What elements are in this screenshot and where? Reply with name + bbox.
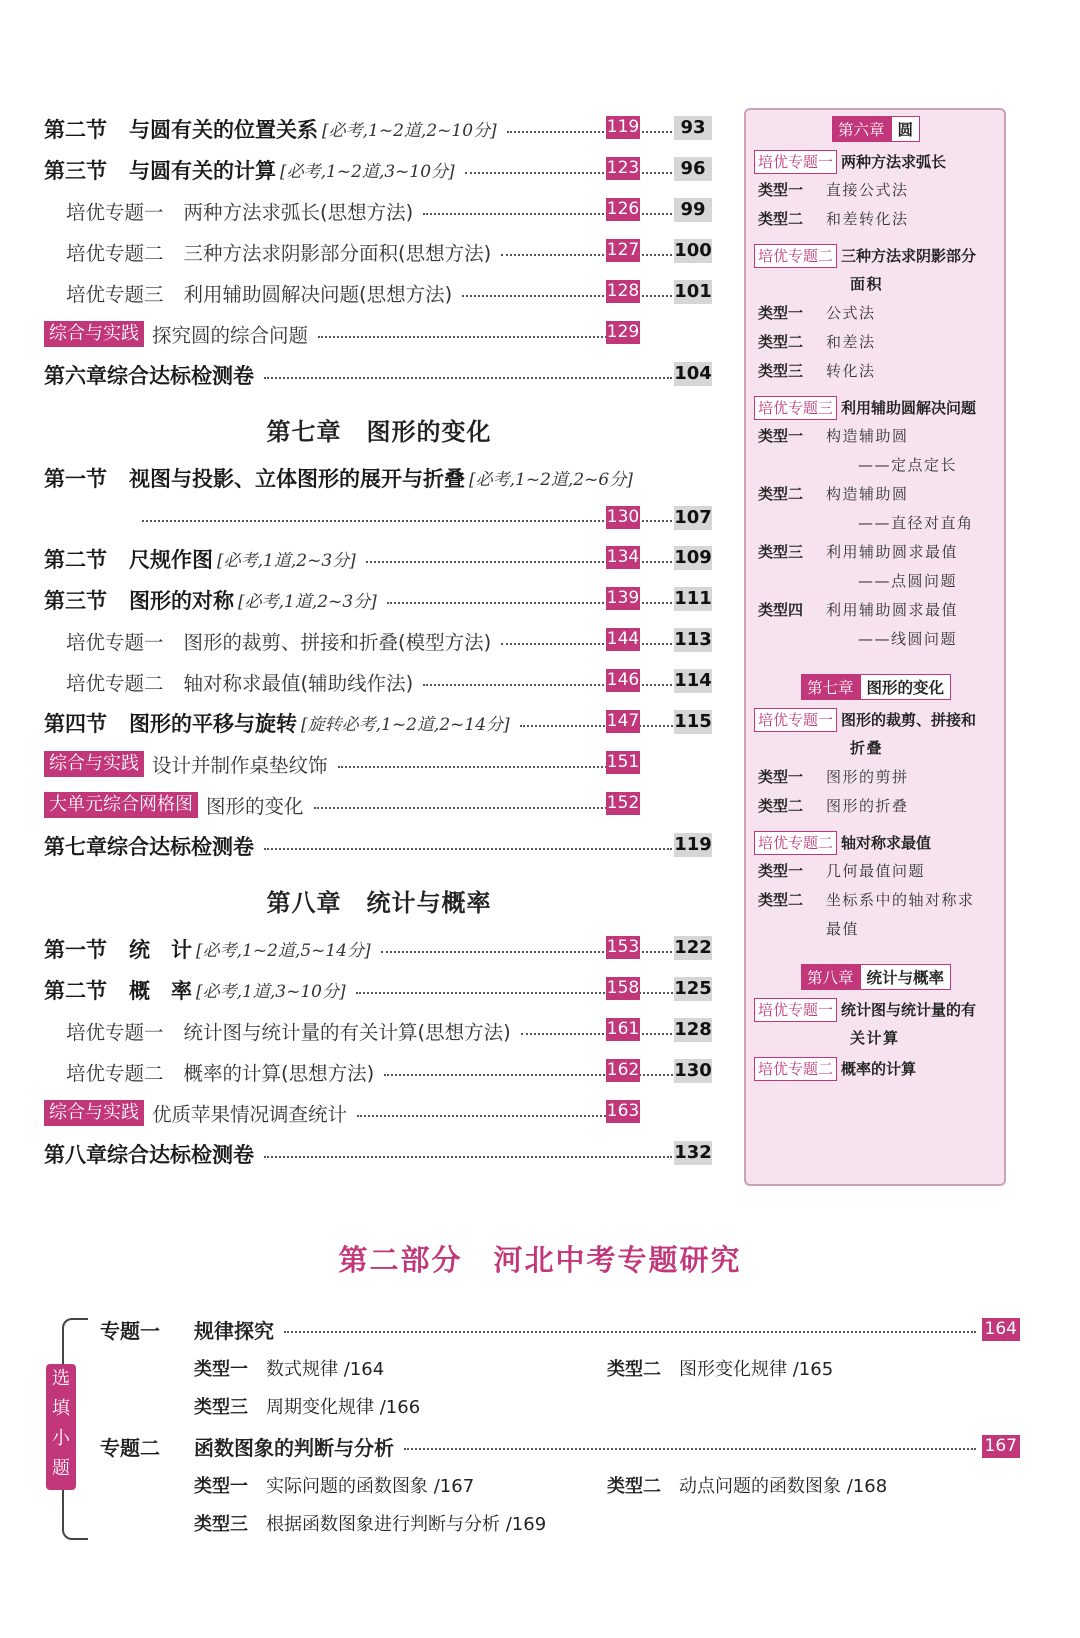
section-label: 第一节 xyxy=(44,937,107,962)
topic-title: 两种方法求弧长(思想方法) xyxy=(183,200,414,224)
type-label: 类型二 xyxy=(758,485,804,503)
type-label: 类型一 xyxy=(758,304,804,322)
practice-title: 设计并制作桌垫纹饰 xyxy=(152,753,328,777)
section-title: 统 计 xyxy=(129,937,192,962)
leader-dots xyxy=(318,336,638,338)
type-value: 动点问题的函数图象 /168 xyxy=(679,1476,888,1497)
section-title: 尺规作图 xyxy=(129,547,213,572)
chapter-name: 圆 xyxy=(891,116,921,142)
section-label: 第一节 xyxy=(44,466,107,491)
toc-row[interactable] xyxy=(44,108,714,149)
type-value: 和差法 xyxy=(826,333,876,351)
panel-type-row xyxy=(758,422,998,451)
chapter-name: 图形的变化 xyxy=(860,674,952,700)
type-label: 类型一 xyxy=(758,181,804,199)
chapter-number: 第七章 xyxy=(801,674,860,700)
topic-title: 规律探究 xyxy=(194,1318,274,1343)
panel-type-row xyxy=(758,205,998,234)
type-item[interactable] xyxy=(194,1510,794,1536)
toc-row[interactable] xyxy=(44,1092,714,1133)
page-number-answer: 125 xyxy=(674,978,712,999)
toc-left-column xyxy=(44,108,714,1174)
toc-row[interactable] xyxy=(44,538,714,579)
page-number-answer: 93 xyxy=(674,116,712,140)
toc-row[interactable] xyxy=(44,661,714,702)
section-label: 第三节 xyxy=(44,158,107,183)
section-title: 图形的平移与旋转 xyxy=(129,711,297,736)
page-number-exercise: 161 xyxy=(606,1019,640,1039)
type-value: 图形变化规律 /165 xyxy=(679,1359,834,1380)
panel-chapter-badge xyxy=(754,964,998,990)
panel-type-row xyxy=(758,596,998,625)
type-value: 几何最值问题 xyxy=(826,862,926,880)
exam-note: [必考,1~2道,2~10分] xyxy=(322,121,497,141)
type-row xyxy=(194,1467,1020,1503)
leader-dots xyxy=(314,807,638,809)
type-value-cont: 最值 xyxy=(826,920,860,938)
leader-dots xyxy=(264,848,672,850)
toc-row[interactable] xyxy=(44,313,714,354)
type-value: 周期变化规律 /166 xyxy=(266,1397,421,1418)
page-number-answer: 113 xyxy=(674,629,712,650)
toc-row[interactable] xyxy=(44,457,714,498)
section-label: 第二节 xyxy=(44,547,107,572)
unit-grid-tag: 大单元综合网格图 xyxy=(44,792,198,818)
topic-label: 专题二 xyxy=(100,1435,160,1460)
topic-tag: 培优专题一 xyxy=(754,998,837,1022)
topic-title: 利用辅助圆解决问题(思想方法) xyxy=(183,282,453,306)
page-number-answer: 119 xyxy=(674,834,712,855)
page-number-answer: 128 xyxy=(674,1019,712,1040)
page-number-answer: 99 xyxy=(674,198,712,222)
topic-tag: 培优专题一 xyxy=(754,150,837,174)
page-number-exercise: 134 xyxy=(606,547,640,567)
page-number-answer: 130 xyxy=(674,1060,712,1081)
exam-note: [必考,1~2道,3~10分] xyxy=(280,162,455,182)
type-label: 类型二 xyxy=(758,333,804,351)
type-label: 类型三 xyxy=(194,1514,248,1535)
exam-note: [必考,1道,2~3分] xyxy=(238,592,377,612)
toc-row[interactable] xyxy=(44,620,714,661)
leader-dots xyxy=(387,602,704,604)
page-number-exercise: 130 xyxy=(606,507,640,527)
topic-title: 概率的计算(思想方法) xyxy=(183,1061,375,1085)
panel-topic xyxy=(754,396,998,420)
leader-dots xyxy=(381,951,704,953)
toc-row[interactable] xyxy=(44,1010,714,1051)
panel-type-row xyxy=(758,480,998,509)
page-number-answer: 96 xyxy=(674,157,712,181)
toc-row[interactable] xyxy=(44,1051,714,1092)
exam-note: [必考,1~2道,5~14分] xyxy=(196,941,371,961)
topic-text: 两种方法求弧长 xyxy=(841,153,947,171)
page-number-answer: 100 xyxy=(674,240,712,261)
type-value-cont: ——点圆问题 xyxy=(858,572,958,590)
leader-dots xyxy=(404,1448,976,1450)
chapter-test-title: 第八章综合达标检测卷 xyxy=(44,1142,254,1167)
practice-tag: 综合与实践 xyxy=(44,1100,144,1126)
type-value: 实际问题的函数图象 /167 xyxy=(266,1476,475,1497)
toc-row[interactable] xyxy=(44,354,714,395)
toc-row[interactable] xyxy=(44,231,714,272)
leader-dots xyxy=(338,766,638,768)
exam-note: [必考,1~2道,2~6分] xyxy=(469,470,633,490)
panel-topic xyxy=(754,831,998,855)
page-number-answer: 107 xyxy=(674,507,712,528)
exam-note: [必考,1道,2~3分] xyxy=(217,551,356,571)
panel-type-row xyxy=(758,357,998,386)
topic-text: 利用辅助圆解决问题 xyxy=(841,399,977,417)
topic-title: 统计图与统计量的有关计算(思想方法) xyxy=(183,1020,511,1044)
panel-topic xyxy=(754,150,998,174)
panel-type-row xyxy=(758,763,998,792)
leader-dots xyxy=(264,1156,672,1158)
toc-row[interactable] xyxy=(44,272,714,313)
leader-dots xyxy=(465,172,704,174)
practice-tag: 综合与实践 xyxy=(44,321,144,347)
type-label: 类型二 xyxy=(758,797,804,815)
type-value: 根据函数图象进行判断与分析 /169 xyxy=(266,1514,547,1535)
topic-label: 培优专题一 xyxy=(66,630,164,654)
topic-label: 培优专题三 xyxy=(66,282,164,306)
page-number-exercise: 167 xyxy=(982,1435,1020,1458)
topic-title: 图形的裁剪、拼接和折叠(模型方法) xyxy=(183,630,492,654)
page-number-answer: 132 xyxy=(674,1142,712,1163)
type-value: 构造辅助圆 xyxy=(826,427,909,445)
topic-text-cont: 面积 xyxy=(850,275,884,293)
chapter-name: 统计与概率 xyxy=(860,964,952,990)
panel-type-row xyxy=(758,792,998,821)
leader-dots xyxy=(366,561,704,563)
topic-text: 图形的裁剪、拼接和 xyxy=(841,711,977,729)
topic-text-cont: 折叠 xyxy=(850,739,884,757)
page-number-exercise: 123 xyxy=(606,158,640,178)
page-number-answer: 109 xyxy=(674,547,712,568)
type-value: 图形的剪拼 xyxy=(826,768,909,786)
toc-row-continuation[interactable] xyxy=(44,498,714,538)
type-value: 直接公式法 xyxy=(826,181,909,199)
topic-label: 培优专题一 xyxy=(66,1020,164,1044)
topic-text: 三种方法求阴影部分 xyxy=(841,247,977,265)
type-item[interactable] xyxy=(607,1472,1020,1498)
side-label-text: 选填小题 xyxy=(52,1368,70,1479)
leader-dots xyxy=(264,377,672,379)
topic-row[interactable] xyxy=(100,1310,1020,1348)
practice-title: 探究圆的综合问题 xyxy=(152,323,309,347)
page-number-exercise: 163 xyxy=(606,1101,640,1121)
type-row xyxy=(194,1388,1020,1424)
topic-label: 培优专题二 xyxy=(66,241,164,265)
type-item[interactable] xyxy=(194,1393,614,1419)
toc-row[interactable] xyxy=(44,702,714,743)
page-number-answer: 104 xyxy=(674,363,712,384)
page-number-exercise: 147 xyxy=(606,711,640,731)
type-value: 构造辅助圆 xyxy=(826,485,909,503)
panel-chapter-badge xyxy=(754,116,998,142)
page-number-exercise: 162 xyxy=(606,1060,640,1080)
toc-row[interactable] xyxy=(44,579,714,620)
unit-grid-title: 图形的变化 xyxy=(206,794,304,818)
part-two-title: 第二部分 河北中考专题研究 xyxy=(338,1243,742,1277)
section-label: 第二节 xyxy=(44,117,107,142)
page-number-answer: 122 xyxy=(674,937,712,958)
page-number-exercise: 128 xyxy=(606,281,640,301)
topic-text: 概率的计算 xyxy=(841,1060,917,1078)
type-label: 类型二 xyxy=(607,1359,661,1380)
topic-text: 轴对称求最值 xyxy=(841,834,932,852)
type-label: 类型二 xyxy=(758,891,804,909)
panel-type-row xyxy=(758,538,998,567)
panel-topic xyxy=(754,244,998,268)
toc-row[interactable] xyxy=(44,190,714,231)
topic-title: 函数图象的判断与分析 xyxy=(194,1435,394,1460)
page-number-exercise: 119 xyxy=(606,117,640,137)
page-number-exercise: 164 xyxy=(982,1318,1020,1341)
section-title: 与圆有关的计算 xyxy=(129,158,276,183)
page-number-answer: 115 xyxy=(674,711,712,732)
topic-title: 轴对称求最值(辅助线作法) xyxy=(183,671,414,695)
leader-dots xyxy=(462,295,704,297)
chapter8-heading: 第八章 统计与概率 xyxy=(266,888,492,917)
page-number-answer: 101 xyxy=(674,281,712,302)
type-label: 类型一 xyxy=(194,1359,248,1380)
page-number-exercise: 146 xyxy=(606,670,640,690)
toc-row[interactable] xyxy=(44,969,714,1010)
type-label: 类型一 xyxy=(758,427,804,445)
chapter-number: 第八章 xyxy=(801,964,860,990)
chapter-test-title: 第六章综合达标检测卷 xyxy=(44,363,254,388)
topic-label: 专题一 xyxy=(100,1318,160,1343)
page-number-exercise: 144 xyxy=(606,629,640,649)
topic-text-cont: 关计算 xyxy=(850,1029,900,1047)
type-label: 类型一 xyxy=(758,862,804,880)
topic-label: 培优专题一 xyxy=(66,200,164,224)
type-label: 类型三 xyxy=(194,1397,248,1418)
section-label: 第三节 xyxy=(44,588,107,613)
topic-tag: 培优专题二 xyxy=(754,1057,837,1081)
page-number-exercise: 153 xyxy=(606,937,640,957)
practice-tag: 综合与实践 xyxy=(44,751,144,777)
page-number-exercise: 151 xyxy=(606,752,640,772)
chapter7-heading: 第七章 图形的变化 xyxy=(266,417,492,446)
page-number-exercise: 126 xyxy=(606,199,640,219)
type-value: 数式规律 /164 xyxy=(266,1359,385,1380)
page-number-exercise: 129 xyxy=(606,322,640,342)
toc-row[interactable] xyxy=(44,1133,714,1174)
type-item[interactable] xyxy=(607,1355,1020,1381)
type-label: 类型一 xyxy=(194,1476,248,1497)
leader-dots xyxy=(384,1074,704,1076)
panel-topic xyxy=(754,1057,998,1081)
topic-row[interactable] xyxy=(100,1427,1020,1465)
toc-row[interactable] xyxy=(44,784,714,825)
type-label: 类型三 xyxy=(758,543,804,561)
section-title: 视图与投影、立体图形的展开与折叠 xyxy=(129,466,465,491)
panel-topic xyxy=(754,998,998,1022)
topic-title: 三种方法求阴影部分面积(思想方法) xyxy=(183,241,492,265)
type-row xyxy=(194,1350,1020,1386)
panel-type-row xyxy=(758,299,998,328)
leader-dots xyxy=(357,1115,638,1117)
section-label: 第四节 xyxy=(44,711,107,736)
chapter-test-title: 第七章综合达标检测卷 xyxy=(44,834,254,859)
type-value: 转化法 xyxy=(826,362,876,380)
leader-dots xyxy=(423,684,704,686)
type-label: 类型三 xyxy=(758,362,804,380)
type-value: 坐标系中的轴对称求 xyxy=(826,891,975,909)
panel-type-row xyxy=(758,857,998,886)
type-label: 类型二 xyxy=(607,1476,661,1497)
type-row xyxy=(194,1505,1020,1541)
toc-row[interactable] xyxy=(44,149,714,190)
panel-type-row xyxy=(758,886,998,915)
leader-dots xyxy=(356,992,704,994)
leader-dots xyxy=(423,213,704,215)
type-item[interactable] xyxy=(194,1355,607,1381)
type-value-cont: ——直径对直角 xyxy=(858,514,974,532)
type-item[interactable] xyxy=(194,1472,607,1498)
page-number-exercise: 139 xyxy=(606,588,640,608)
type-value-cont: ——线圆问题 xyxy=(858,630,958,648)
topic-tag: 培优专题一 xyxy=(754,708,837,732)
type-value: 利用辅助圆求最值 xyxy=(826,601,959,619)
section-title: 图形的对称 xyxy=(129,588,234,613)
type-value: 利用辅助圆求最值 xyxy=(826,543,959,561)
leader-dots xyxy=(284,1331,976,1333)
panel-type-row xyxy=(758,328,998,357)
side-label xyxy=(46,1364,76,1490)
panel-topic xyxy=(754,708,998,732)
topic-label: 培优专题二 xyxy=(66,1061,164,1085)
exam-note: [旋转必考,1~2道,2~14分] xyxy=(301,715,510,735)
type-value-cont: ——定点定长 xyxy=(858,456,958,474)
page-number-exercise: 127 xyxy=(606,240,640,260)
section-label: 第二节 xyxy=(44,978,107,1003)
exam-note: [必考,1道,3~10分] xyxy=(196,982,346,1002)
type-value: 图形的折叠 xyxy=(826,797,909,815)
toc-row[interactable] xyxy=(44,825,714,866)
toc-row[interactable] xyxy=(44,928,714,969)
page-number-exercise: 152 xyxy=(606,793,640,813)
type-label: 类型一 xyxy=(758,768,804,786)
section-title: 概 率 xyxy=(129,978,192,1003)
page-number-answer: 114 xyxy=(674,670,712,691)
type-value: 和差转化法 xyxy=(826,210,909,228)
chapter-number: 第六章 xyxy=(832,116,891,142)
page-number-exercise: 158 xyxy=(606,978,640,998)
page-number-answer: 111 xyxy=(674,588,712,609)
type-value: 公式法 xyxy=(826,304,876,322)
type-label: 类型二 xyxy=(758,210,804,228)
panel-chapter-badge xyxy=(754,674,998,700)
practice-title: 优质苹果情况调查统计 xyxy=(152,1102,348,1126)
panel-type-row xyxy=(758,176,998,205)
topic-tag: 培优专题三 xyxy=(754,396,837,420)
summary-panel xyxy=(744,108,1006,1186)
type-label: 类型四 xyxy=(758,601,804,619)
section-title: 与圆有关的位置关系 xyxy=(129,117,318,142)
topic-tag: 培优专题二 xyxy=(754,244,837,268)
topic-text: 统计图与统计量的有 xyxy=(841,1001,977,1019)
topic-tag: 培优专题二 xyxy=(754,831,837,855)
toc-row[interactable] xyxy=(44,743,714,784)
topic-label: 培优专题二 xyxy=(66,671,164,695)
